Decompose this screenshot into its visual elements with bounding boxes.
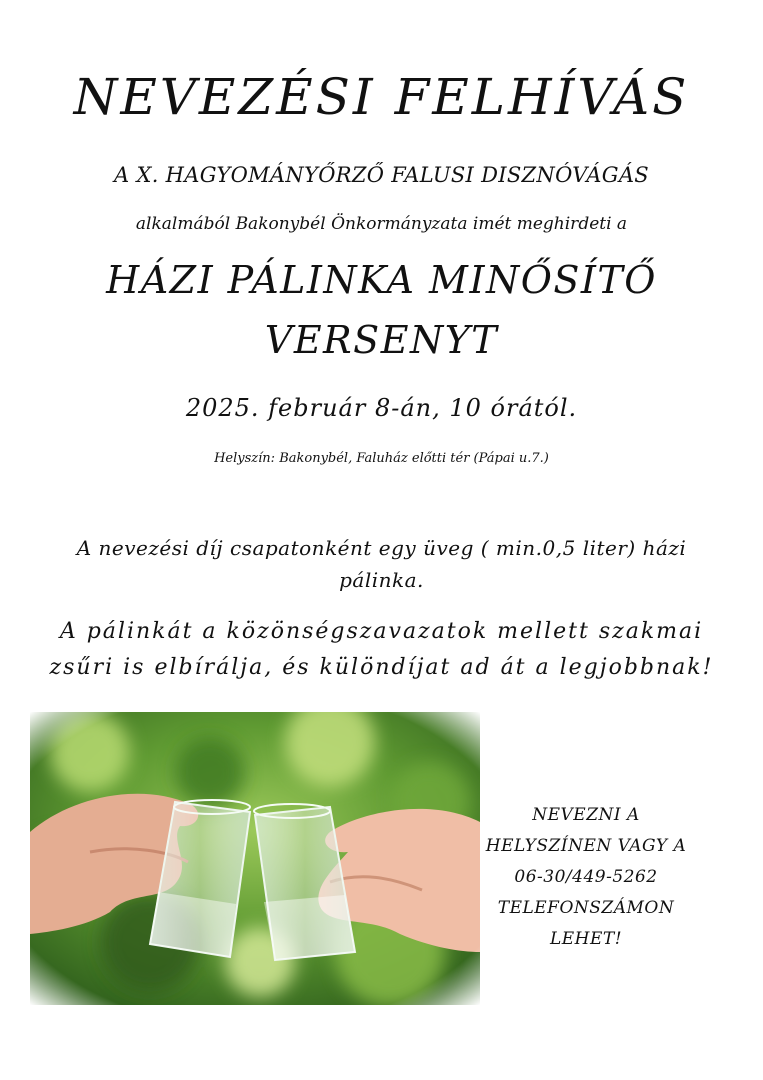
contact-line: HELYSZÍNEN VAGY A: [485, 836, 687, 856]
entry-fee-text: A nevezési díj csapatonként egy üveg ( min.0,5 liter) házi pálinka.: [76, 536, 687, 592]
contact-phone: 06-30/449-5262: [514, 867, 658, 887]
competition-title-line2: VERSENYT: [264, 318, 499, 362]
judging-text: A pálinkát a közönségszavazatok mellett szakmai zsűri is elbírálja, és különdíjat ad át a legjobbnak!: [49, 619, 714, 680]
competition-title-line1: HÁZI PÁLINKA MINŐSÍTŐ: [106, 258, 657, 302]
contact-line: LEHET!: [549, 929, 623, 949]
organizer-line: alkalmából Bakonybél Önkormányzata imét meghirdeti a: [135, 214, 628, 234]
contact-line: NEVEZNI A: [532, 805, 640, 825]
contact-line: TELEFONSZÁMON: [497, 898, 675, 918]
poster-title: NEVEZÉSI FELHÍVÁS: [73, 68, 690, 126]
venue-line: Helyszín: Bakonybél, Faluház előtti tér (Pápai u.7.): [214, 451, 549, 466]
toast-illustration: [30, 712, 480, 1005]
event-line: A X. HAGYOMÁNYŐRZŐ FALUSI DISZNÓVÁGÁS: [114, 163, 649, 187]
event-date: 2025. február 8-án, 10 órától.: [185, 394, 578, 422]
contact-info: [476, 800, 696, 955]
toast-photo: [30, 712, 480, 1005]
